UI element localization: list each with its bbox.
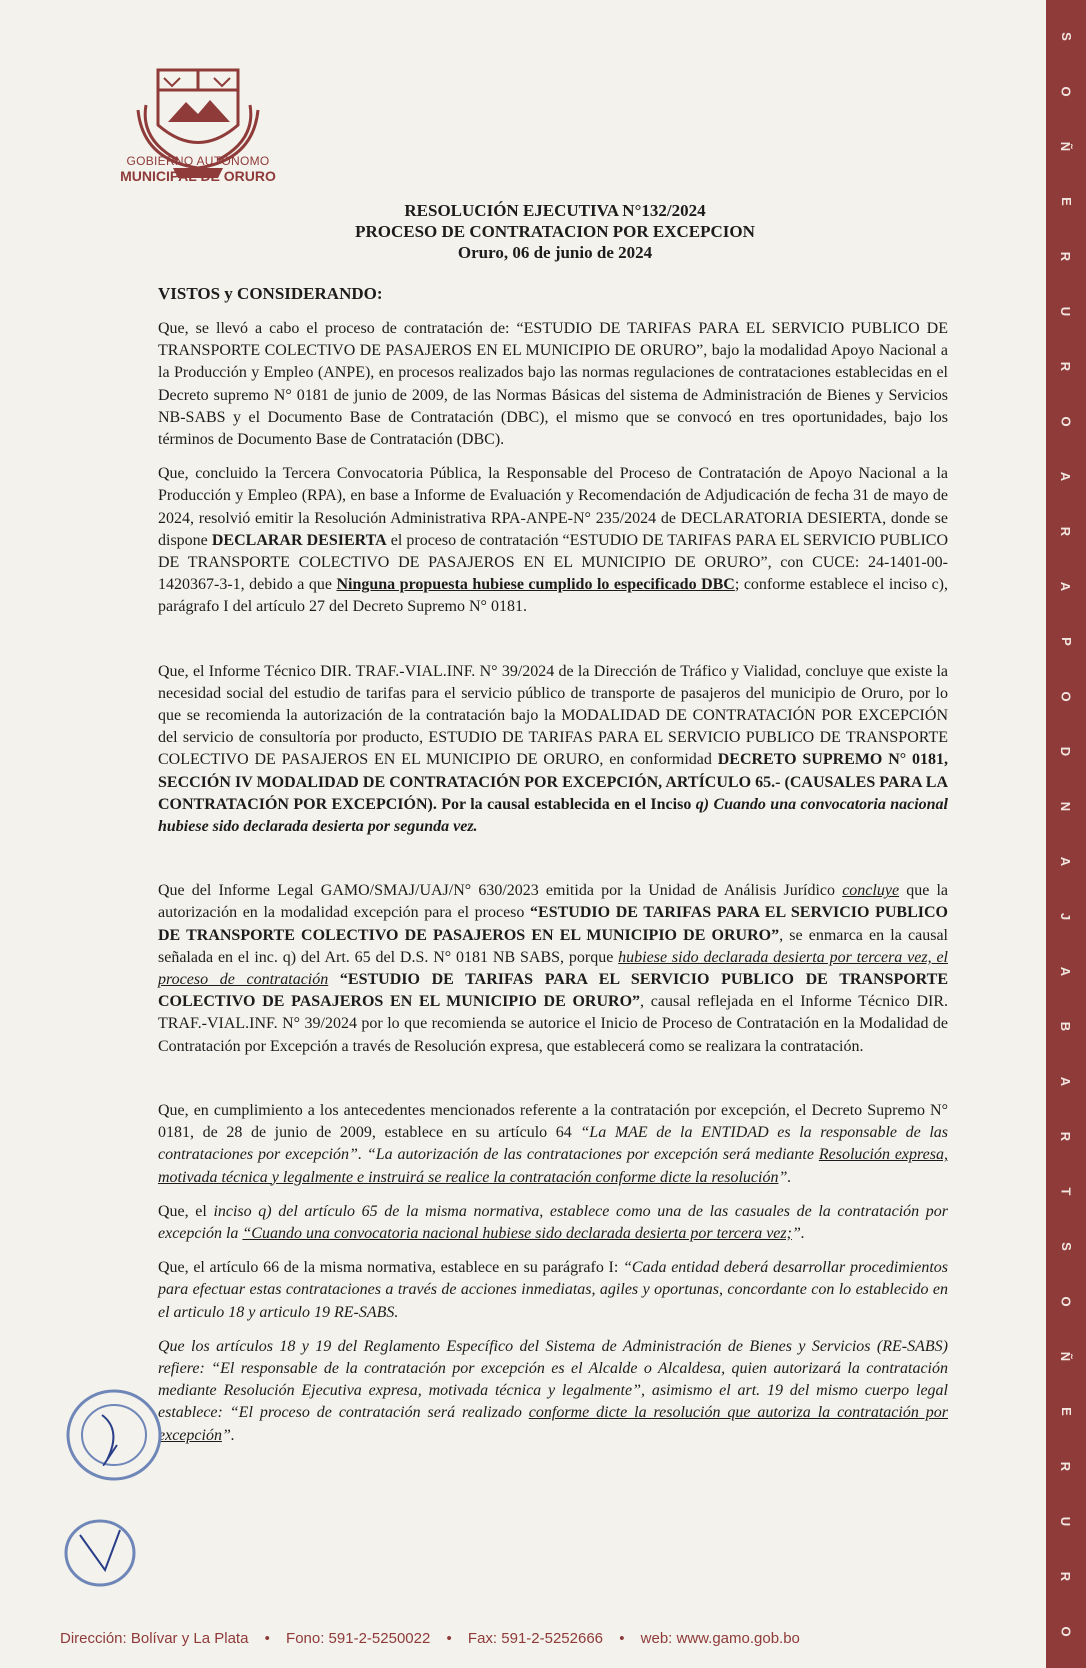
footer-phone: Fono: 591-2-5250022 bbox=[286, 1630, 431, 1647]
paragraph-1-text: Que, se llevó a cabo el proceso de contratación de: “ESTUDIO DE TARIFAS PARA EL SERVICIO PUBLICO DE TRANSPORTE COLECTIVO DE PASAJEROS EN EL MUNICIPIO DE ORURO”, bajo la modalidad Apoyo Nacional a la Producción y Empleo (ANPE), en procesos realizados bajo las normas regulaciones de contrataciones establecidas en el Decreto supremo N° 0181 de junio de 2009, de las Normas Básicas del sistema de Administración de Bienes y Servicios NB-SABS y el Documento Base de Contratación (DBC), el mismo que se convocó en tres oportunidades, bajo los términos de Documento Base de Contratación (DBC). bbox=[158, 320, 948, 449]
paragraph-3-text-a: Que, el Informe Técnico DIR. TRAF.-VIAL.INF. N° 39/2024 de la Dirección de Tráfico y Vialidad, concluye que existe la necesidad social del estudio de tarifas para el servicio público de transporte de pasajeros del municipio de Oruro, por lo que se recomienda la autorización de la contratación bajo la MODALIDAD DE CONTRATACIÓN POR EXCEPCIÓN del servicio de consultoría por producto, ESTUDIO DE TARIFAS PARA EL SERVICIO PUBLICO DE TRANSPORTE COLECTIVO DE PASAJEROS EN EL MUNICIPIO DE ORURO, en conformidad bbox=[158, 662, 948, 769]
slogan-letter: R bbox=[1058, 1571, 1074, 1582]
paragraph-2-bold-underline: Ninguna propuesta hubiese cumplido lo especificado DBC bbox=[336, 576, 735, 594]
slogan-letter: R bbox=[1058, 251, 1074, 262]
paragraph-6-italic-underline-c: “Cuando una convocatoria nacional hubiese sido declarada desierta por tercera vez; bbox=[242, 1224, 792, 1242]
paragraph-2-text-c: el proceso de contratación “ESTUDIO DE TARIFAS PARA EL SERVICIO PUBLICO DE TRANSPORTE COLECTIVO DE PASAJEROS EN EL MUNICIPIO DE ORURO”, con CUCE: 24-1401-00-1420367-3-1, debido a que bbox=[158, 531, 949, 594]
signature-stamp-seal bbox=[60, 1515, 140, 1590]
slogan-letter: O bbox=[1058, 416, 1074, 427]
paragraph-4-text-a: Que del Informe Legal GAMO/SMAJ/UAJ/N° 630/2023 emitida por la Unidad de Análisis Jurídico bbox=[158, 882, 843, 900]
paragraph-4-italic-underline-f: hubiese sido declarada desierta por tercera vez, el proceso de contratación bbox=[158, 948, 948, 989]
paragraph-4-bold-h: “ESTUDIO DE TARIFAS PARA EL SERVICIO PUBLICO DE TRANSPORTE COLECTIVO DE PASAJEROS EN EL MUNICIPIO DE ORURO” bbox=[158, 971, 948, 1011]
footer-separator: • bbox=[264, 1630, 270, 1647]
section-heading: VISTOS y CONSIDERANDO: bbox=[158, 284, 383, 303]
paragraph-6-text-a: Que, el bbox=[158, 1202, 214, 1220]
paragraph-4-text-e: , se enmarca en la causal señalada en el inc. q) del Art. 65 del D.S. N° 0181 NB SABS, porque bbox=[158, 926, 948, 966]
paragraph-1 bbox=[158, 318, 948, 451]
organization-line-2: MUNICIPAL DE ORURO bbox=[120, 168, 276, 184]
paragraph-3 bbox=[158, 661, 948, 839]
paragraph-2-text-e: ; conforme establece el inciso c), parágrafo I del artículo 27 del Decreto Supremo N° 0181. bbox=[158, 576, 949, 616]
footer-website-link[interactable]: web: www.gamo.gob.bo bbox=[640, 1630, 800, 1647]
slogan-letter: A bbox=[1058, 581, 1074, 592]
slogan-letter: D bbox=[1058, 746, 1074, 757]
paragraph-8 bbox=[158, 1336, 948, 1447]
slogan-letter: N bbox=[1058, 801, 1074, 812]
slogan-letter: E bbox=[1058, 1407, 1074, 1416]
slogan-letter: Ñ bbox=[1058, 1351, 1074, 1362]
document-body bbox=[158, 318, 948, 1459]
page-footer bbox=[60, 1630, 1050, 1647]
footer-separator: • bbox=[619, 1630, 625, 1647]
paragraph-8-italic-underline-b: conforme dicte la resolución que autoriza la contratación por excepción bbox=[158, 1404, 948, 1444]
paragraph-8-italic-c: ”. bbox=[221, 1426, 235, 1444]
slogan-letter: A bbox=[1058, 471, 1074, 482]
slogan-letter: R bbox=[1058, 1461, 1074, 1472]
slogan-letter: O bbox=[1058, 691, 1074, 702]
paragraph-4-italic-underline-b: concluye bbox=[842, 882, 900, 900]
paragraph-5-italic-underline-c: Resolución expresa, motivada técnica y legalmente e instruirá se realice la contratación conforme dicte la resolución bbox=[158, 1146, 948, 1186]
slogan-letter: O bbox=[1058, 86, 1074, 97]
paragraph-4-text-c: que la autorización en la modalidad excepción para el proceso bbox=[158, 882, 948, 922]
footer-fax: Fax: 591-2-5252666 bbox=[467, 1630, 604, 1647]
paragraph-6 bbox=[158, 1201, 948, 1245]
slogan-letter: A bbox=[1058, 966, 1074, 977]
slogan-letter: P bbox=[1058, 637, 1074, 646]
title-process: PROCESO DE CONTRATACION POR EXCEPCION bbox=[355, 222, 755, 241]
paragraph-6-italic-d: ”. bbox=[791, 1224, 805, 1242]
slogan-sidebar bbox=[1046, 0, 1086, 1668]
slogan-letter: O bbox=[1058, 1626, 1074, 1637]
paragraph-4-text-i: , causal reflejada en el Informe Técnico DIR. TRAF.-VIAL.INF. N° 39/2024 por lo que recomienda se autorice el Inicio de Proceso de Contratación en la Modalidad de Contratación por Excepción a través de Resolución expresa, que establecerá como se realizara la contratación. bbox=[158, 993, 948, 1055]
organization-name bbox=[96, 154, 300, 184]
paragraph-7-italic-b: “Cada entidad deberá desarrollar procedimientos para efectuar estas contrataciones a través de acciones inmediatas, agiles y oportunas, concordante con lo establecido en el articulo 18 y articulo 19 RE-SABS. bbox=[158, 1259, 948, 1321]
title-place-date: Oruro, 06 de junio de 2024 bbox=[457, 243, 653, 262]
title-resolution-number: RESOLUCIÓN EJECUTIVA N°132/2024 bbox=[404, 201, 706, 220]
paragraph-4-bold-d: “ESTUDIO DE TARIFAS PARA EL SERVICIO PUBLICO DE TRANSPORTE COLECTIVO DE PASAJEROS EN EL MUNICIPIO DE ORURO” bbox=[158, 904, 948, 944]
paragraph-2 bbox=[158, 463, 948, 618]
paragraph-5-text-a: Que, en cumplimiento a los antecedentes mencionados referente a la contratación por excepción, el Decreto Supremo N° 0181, de 28 de junio de 2009, establece en su artículo 64 bbox=[158, 1101, 948, 1142]
paragraph-7-text-a: Que, el artículo 66 de la misma normativa, establece en su parágrafo I: bbox=[158, 1259, 623, 1277]
slogan-letter: O bbox=[1058, 1296, 1074, 1307]
paragraph-8-italic-a: Que los artículos 18 y 19 del Reglamento Específico del Sistema de Administración de Bienes y Servicios (RE-SABS) refiere: “El responsable de la contratación por excepción es el Alcalde o Alcaldesa, quien autorizará la contratación mediante Resolución Ejecutiva expresa, motivada técnica y legalmente”, asimismo el art. 19 del mismo cuerpo legal establece: “El proceso de contratación será realizado bbox=[158, 1337, 948, 1422]
paragraph-2-bold: DECLARAR DESIERTA bbox=[211, 531, 387, 549]
slogan-letter: A bbox=[1058, 856, 1074, 867]
paragraph-7 bbox=[158, 1257, 948, 1324]
footer-separator: • bbox=[446, 1630, 452, 1647]
slogan-letter: R bbox=[1058, 361, 1074, 372]
paragraph-3-bold: DECRETO SUPREMO N° 0181, SECCIÓN IV MODALIDAD DE CONTRATACIÓN POR EXCEPCIÓN, ARTÍCULO 65.- (CAUSALES PARA LA CONTRATACIÓN POR EXCEPCIÓN). Por la causal establecida en el Inciso bbox=[158, 751, 948, 813]
paragraph-4-space bbox=[328, 971, 340, 988]
organization-line-1: GOBIERNO AUTÓNOMO bbox=[126, 154, 270, 168]
document-title bbox=[300, 200, 810, 263]
slogan-letter: J bbox=[1058, 912, 1074, 921]
slogan-letter: B bbox=[1058, 1021, 1074, 1032]
slogan-letter: R bbox=[1058, 1131, 1074, 1142]
paragraph-5-italic-b: “La MAE de la ENTIDAD es la responsable de las contrataciones por excepción”. “La autorización de las contrataciones por excepción será mediante bbox=[158, 1124, 948, 1164]
approval-stamp-seal bbox=[62, 1385, 167, 1485]
slogan-letter: S bbox=[1058, 32, 1074, 41]
slogan-letter: A bbox=[1058, 1076, 1074, 1087]
paragraph-5-italic-d: ”. bbox=[778, 1168, 792, 1186]
footer-address: Dirección: Bolívar y La Plata bbox=[60, 1630, 249, 1647]
paragraph-4 bbox=[158, 880, 948, 1058]
paragraph-3-bold-italic: q) Cuando una convocatoria nacional hubiese sido declarada desierta por segunda vez. bbox=[158, 795, 948, 836]
slogan-letter: U bbox=[1058, 1516, 1074, 1527]
paragraph-6-italic-b: inciso q) del artículo 65 de la misma normativa, establece como una de las casuales de la contratación por excepción la bbox=[158, 1202, 948, 1242]
slogan-letter: T bbox=[1058, 1187, 1074, 1196]
slogan-letter: Ñ bbox=[1058, 141, 1074, 152]
slogan-letter: E bbox=[1058, 197, 1074, 206]
paragraph-2-text-a: Que, concluido la Tercera Convocatoria Pública, la Responsable del Proceso de Contratación de Apoyo Nacional a la Producción y Empleo (RPA), en base a Informe de Evaluación y Recomendación de Adjudicación de fecha 31 de mayo de 2024, resolvió emitir la Resolución Administrativa RPA-ANPE-N° 235/2024 de DECLARATORIA DESIERTA, donde se dispone bbox=[158, 465, 948, 549]
slogan-letter: U bbox=[1058, 306, 1074, 317]
slogan-letter: R bbox=[1058, 526, 1074, 537]
slogan-letter: S bbox=[1058, 1242, 1074, 1251]
paragraph-5 bbox=[158, 1100, 948, 1189]
